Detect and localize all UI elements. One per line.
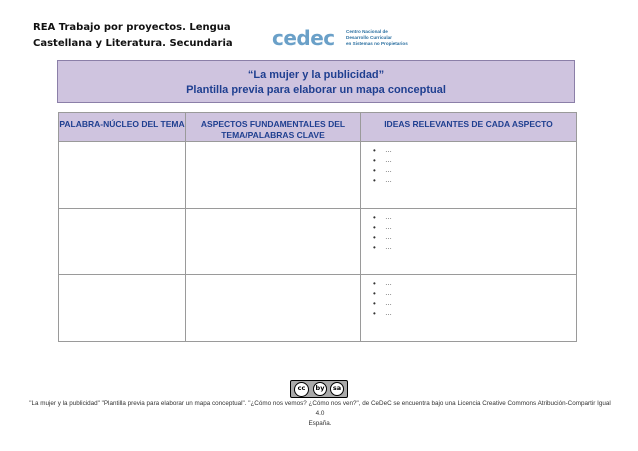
bullet-item: • … [373, 279, 576, 289]
header-line-1: REA Trabajo por proyectos. Lengua [33, 22, 231, 33]
title-box [57, 60, 575, 103]
document-header [33, 20, 253, 52]
attribution-icon: by [313, 382, 327, 396]
bullet-item: • … [373, 223, 576, 233]
ideas-cell[interactable] [361, 142, 577, 209]
nucleus-word-cell[interactable] [59, 208, 186, 275]
ideas-cell[interactable] [361, 208, 577, 275]
bullet-item: • … [373, 233, 576, 243]
creative-commons-badge[interactable] [290, 380, 348, 398]
key-aspects-cell[interactable] [186, 208, 361, 275]
bullet-item: • … [373, 166, 576, 176]
share-alike-icon: sa [330, 382, 344, 396]
table-header-row [59, 113, 577, 142]
nucleus-word-cell[interactable] [59, 142, 186, 209]
bullet-item: • … [373, 243, 576, 253]
cc-icon: cc [294, 382, 309, 397]
license-country: España. [308, 420, 332, 427]
bullet-item: • … [373, 156, 576, 166]
bullet-item: • … [373, 176, 576, 186]
logo-wordmark: cedec [272, 26, 335, 50]
bullet-item: • … [373, 213, 576, 223]
cedec-logo [272, 27, 422, 55]
table-row [59, 142, 577, 209]
license-footer [25, 399, 615, 429]
bullet-item: • … [373, 289, 576, 299]
column-header: PALABRA-NÚCLEO DEL TEMA [59, 113, 186, 142]
bullet-item: • … [373, 299, 576, 309]
column-header: ASPECTOS FUNDAMENTALES DEL TEMA/PALABRAS CLAVE [186, 113, 361, 142]
title-main: “La mujer y la publicidad” [247, 69, 385, 81]
ideas-cell[interactable] [361, 275, 577, 342]
bullet-item: • … [373, 309, 576, 319]
header-line-2: Castellana y Literatura. Secundaria [33, 38, 233, 49]
bullet-item: • … [373, 146, 576, 156]
nucleus-word-cell[interactable] [59, 275, 186, 342]
concept-map-table [58, 112, 577, 342]
table-row [59, 275, 577, 342]
license-text: "La mujer y la publicidad" "Plantilla previa para elaborar un mapa conceptual". "¿Cómo nos vemos? ¿Cómo nos ven?", de CeDeC se encuentra bajo una Licencia Creative Commons Atribución-Compartir Igual 4.0 [29, 400, 611, 417]
logo-subtitle: Centro Nacional de Desarrollo Curricular en Sistemas no Propietarios [346, 29, 408, 46]
key-aspects-cell[interactable] [186, 275, 361, 342]
key-aspects-cell[interactable] [186, 142, 361, 209]
title-subtitle: Plantilla previa para elaborar un mapa conceptual [186, 84, 446, 96]
table-row [59, 208, 577, 275]
column-header: IDEAS RELEVANTES DE CADA ASPECTO [361, 113, 577, 142]
